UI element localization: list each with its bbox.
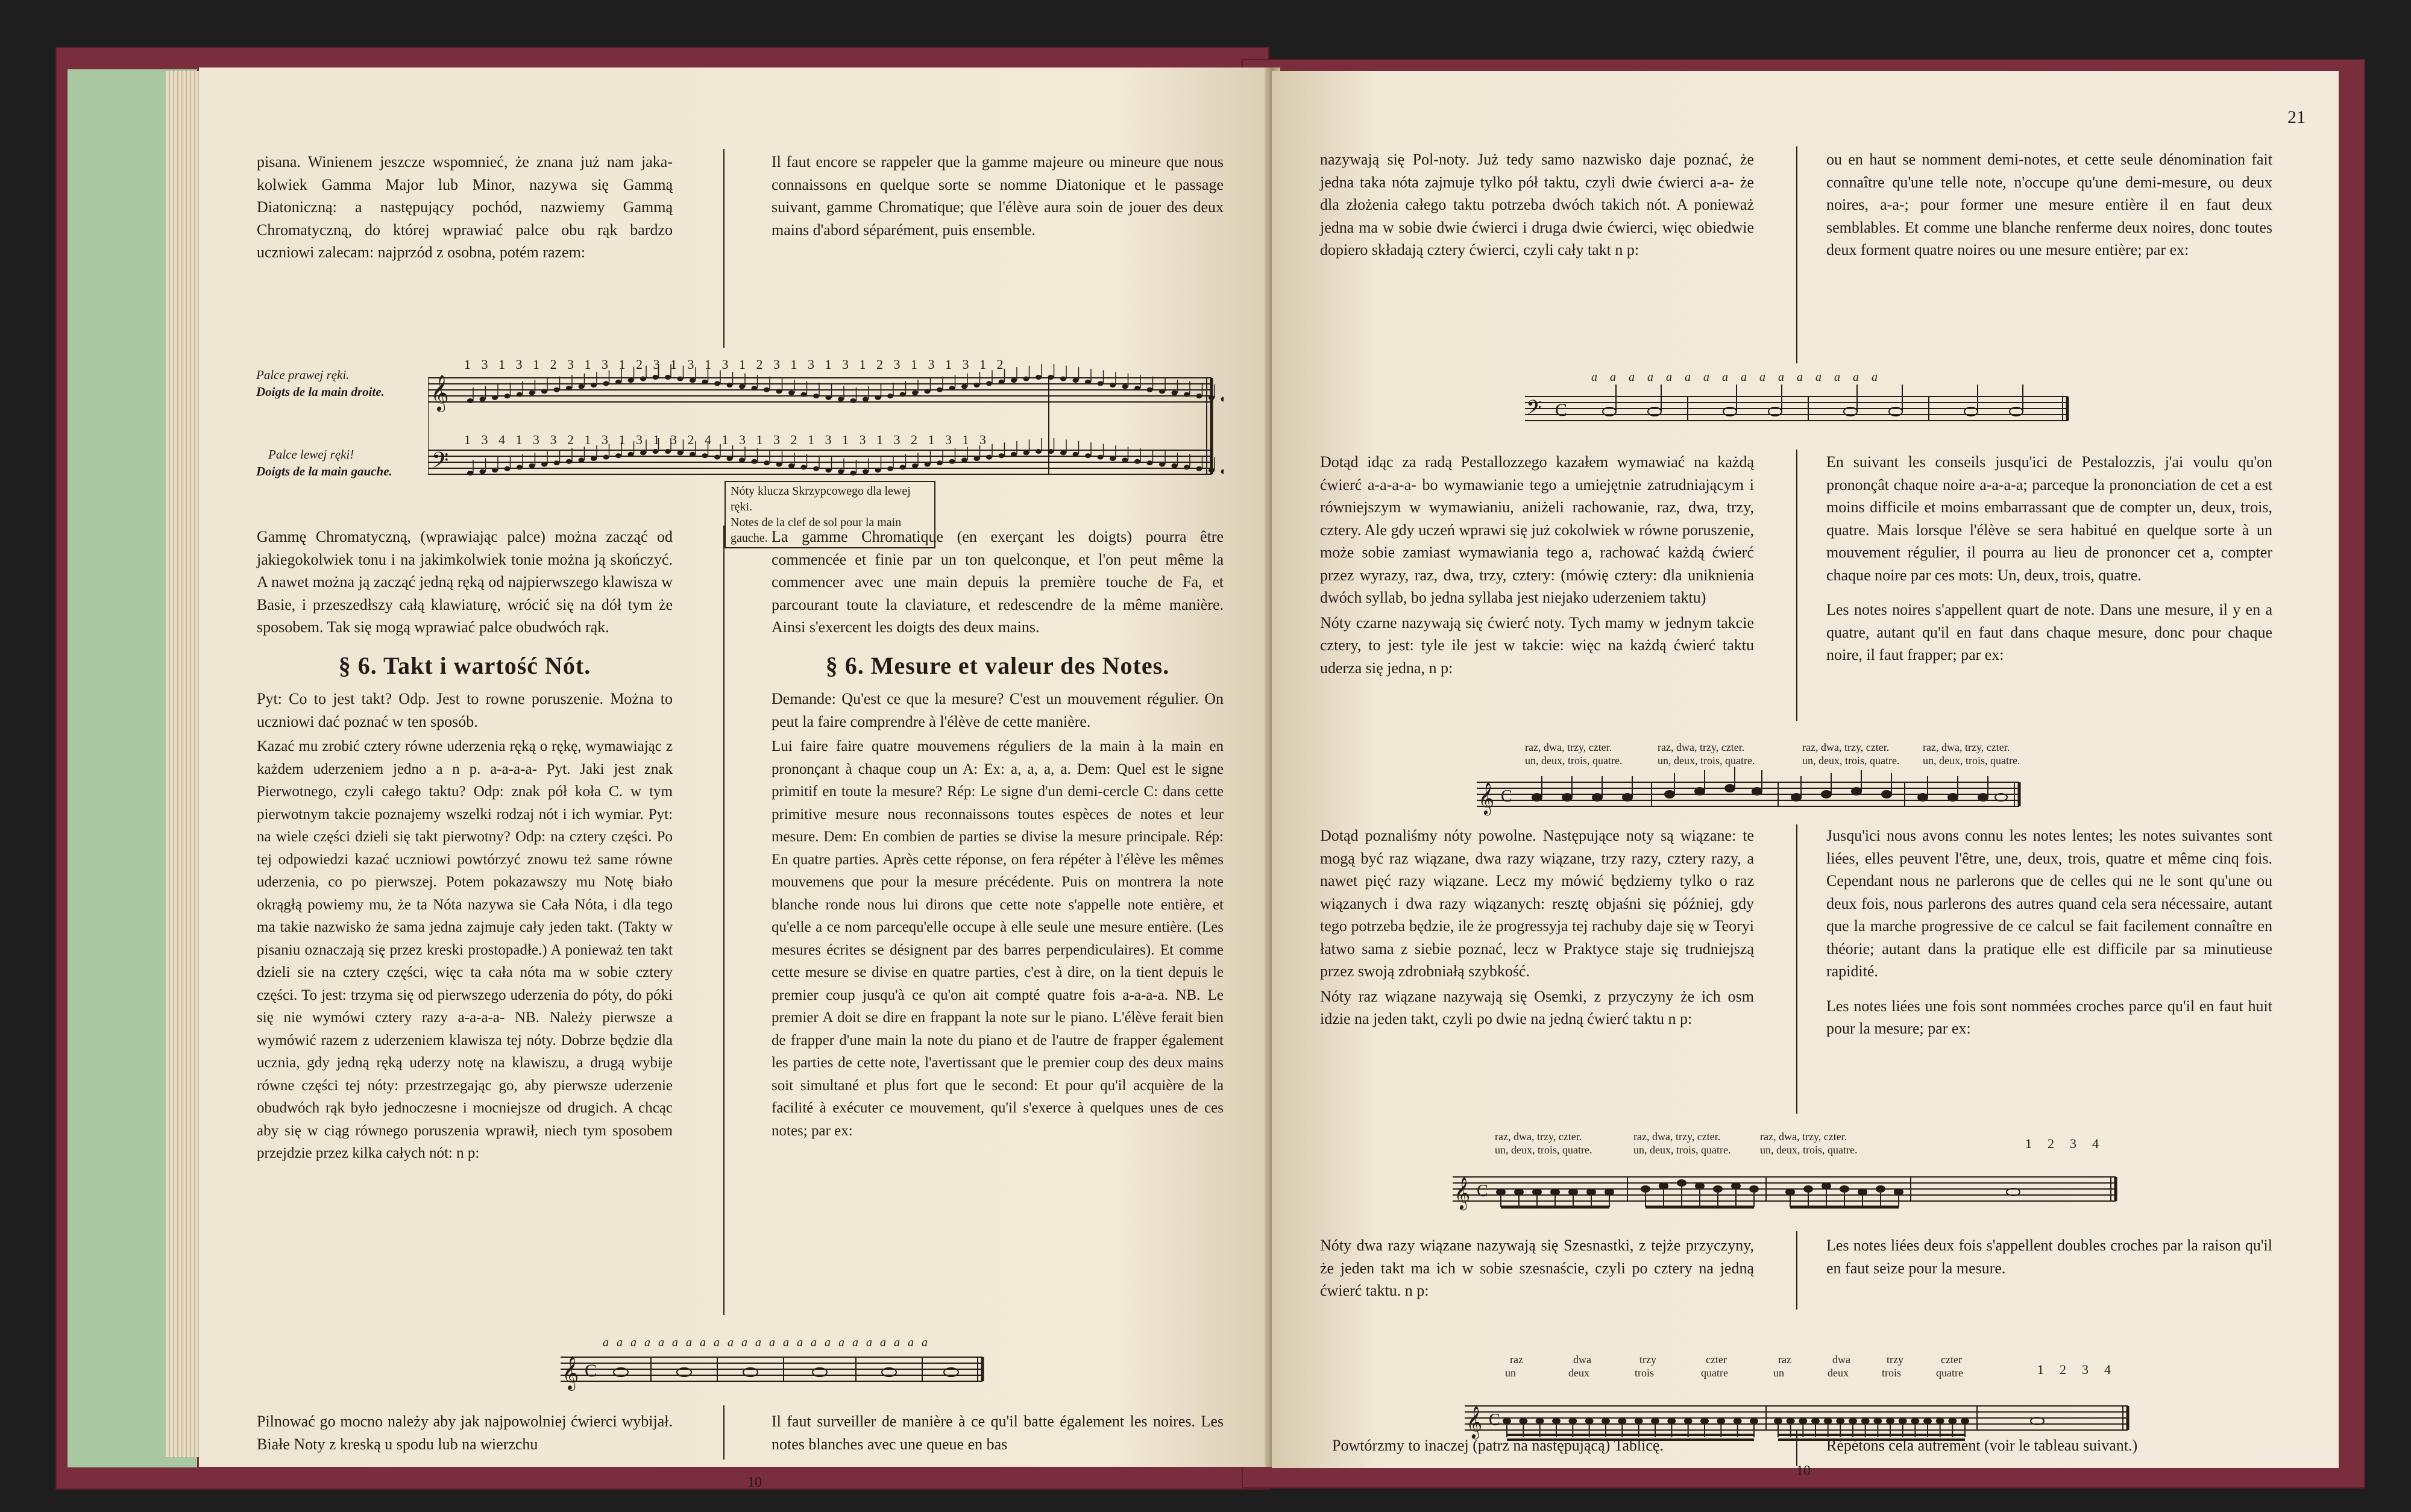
paragraph: Kazać mu zrobić cztery równe uderzenia ręką o rękę, wymawiając z każdem uderzeniem jedno a n p. a-a-a-a- Pyt. Jaki jest znak Pierwotnego, czyli całego taktu? Odp: znak pół koła C. w tym pierwotnym takcie poznajemy wszelki rodzaj nót i ich wymiar. Pyt: na wiele części dzieli się takt pierwotny? Odp: na cztery części. Po tej odpowiedzi kazać uczniowi powtórzyć znowu też same równe uderzenia, co po pierwszej. Potem pokazawszy mu Notę biało okrągłą powiemy mu, że ta Nóta nazywa sie Cała Nóta, i dla tego ma takie nazwisko że sama jedna zajmuje cały jeden takt. (Takty w pisaniu oznaczają się przez kreski prostopadłe.) A ponieważ ten takt dzieli sie na cztery części, więc ta cała nóta ma w sobie cztery części. To jest: trzyma się od pierwszego uderzenia do póty, do póki się nie wymówi cztery razy a-a-a-a- NB. Należy pierwsze a wymówić razem z uderzeniem klawisza tej nóty. Dobrze będzie dla ucznia, gdy jedną ręką uderzy notę na klawiszu, a drugą wybije równe części tej nóty: przestrzegając go, aby pierwsze uderzenie obudwóch rąk było jednoczesne i mocniejsze od drugich. A chcąc aby się w ciąg równego poruszenia wprawił, niech tym sposobem przejdzie przez kilka całych nót: n p: bbox=[257, 738, 673, 1161]
note-head bbox=[1048, 449, 1054, 454]
note-head bbox=[603, 455, 609, 460]
beat-number: 4 bbox=[2092, 1136, 2114, 1151]
count-label-fr: trois bbox=[1635, 1367, 1655, 1379]
note-head bbox=[615, 380, 621, 384]
beat-number: 2 bbox=[2060, 1362, 2082, 1377]
note-head bbox=[949, 386, 955, 391]
note-head bbox=[1134, 386, 1140, 391]
note-head bbox=[1060, 450, 1066, 455]
note-head bbox=[640, 450, 646, 455]
note-head bbox=[628, 378, 634, 383]
right-pl-bottom bbox=[1332, 1434, 1766, 1460]
right-pl-2 bbox=[1320, 451, 1754, 682]
note-head bbox=[937, 460, 943, 465]
left-fr-chromatic bbox=[772, 525, 1224, 1144]
note-head bbox=[1172, 391, 1178, 395]
count-label: raz, dwa, trzy, czter. bbox=[1658, 741, 1745, 753]
note-head bbox=[1184, 465, 1190, 469]
svg-text:C: C bbox=[1555, 400, 1568, 420]
svg-text:C: C bbox=[585, 1361, 597, 1381]
left-hand-label-pl: Palce lewej ręki! bbox=[268, 447, 354, 462]
note-head bbox=[702, 453, 708, 458]
note-head bbox=[591, 383, 597, 387]
note-head bbox=[826, 468, 832, 472]
note-head bbox=[1023, 450, 1029, 455]
svg-text:𝄞: 𝄞 bbox=[1454, 1176, 1471, 1209]
note-head bbox=[949, 459, 955, 464]
left-pl-intro bbox=[257, 151, 673, 266]
count-label: raz, dwa, trzy, czter. bbox=[1802, 741, 1890, 753]
note-head bbox=[1209, 395, 1215, 400]
note-head bbox=[541, 462, 547, 467]
note-head bbox=[1172, 463, 1178, 468]
paragraph: Nóty czarne nazywają się ćwierć noty. Tych mamy w jednym takcie cztery, to jest: tyle ile jest w takcie: więc na każdą ćwierć taktu uderza się jedna, n p: bbox=[1320, 613, 1754, 677]
count-label: czter bbox=[1706, 1354, 1727, 1366]
note-head bbox=[714, 455, 720, 460]
note-head bbox=[615, 453, 621, 458]
note-head bbox=[1085, 380, 1091, 384]
paragraph: nazywają się Pol-noty. Już tedy samo nazwisko daje poznać, że jedna taka nóta zajmuje tylko pół taktu, czyli dwie ćwierci a-a- że dla złożenia całego taktu potrzeba dwóch takich nót. A ponieważ jedna ma w sobie dwie ćwierci i druga dwie ćwierci, więc obiedwie dopiero składają cztery ćwierci, czyli cały takt n p: bbox=[1320, 151, 1754, 259]
svg-text:𝄞: 𝄞 bbox=[1466, 1405, 1483, 1438]
note-head bbox=[1060, 377, 1066, 381]
note-head bbox=[665, 449, 671, 454]
note-head bbox=[505, 466, 511, 471]
svg-text:𝄞: 𝄞 bbox=[430, 375, 449, 411]
note-head bbox=[826, 395, 832, 400]
section-heading-pl: § 6. Takt i wartość Nót. bbox=[338, 651, 591, 679]
note-head bbox=[480, 469, 486, 474]
count-label: raz, dwa, trzy, czter. bbox=[1495, 1131, 1582, 1143]
right-pl-4 bbox=[1320, 1234, 1754, 1305]
note-head bbox=[1209, 468, 1215, 472]
note-head bbox=[925, 389, 931, 394]
note-head bbox=[1048, 375, 1054, 380]
note-head bbox=[1196, 394, 1202, 398]
count-label: raz bbox=[1778, 1354, 1791, 1366]
count-label-fr: un, deux, trois, quatre. bbox=[1923, 754, 2020, 767]
svg-text:C: C bbox=[1489, 1411, 1500, 1429]
note-head bbox=[1098, 455, 1104, 460]
note-head bbox=[591, 456, 597, 461]
svg-text:1 3 1 3 1 2 3 1 3 1 2 3 1 3 1: 1 3 1 3 1 2 3 1 3 1 2 3 1 3 1 3 1 2 3 1 3 1 3 1 2 3 1 3 1 3 1 2 bbox=[464, 357, 1007, 372]
note-head bbox=[677, 377, 684, 381]
count-label-fr: un, deux, trois, quatre. bbox=[1802, 754, 1900, 767]
paragraph: Les notes liées une fois sont nommées croches parce qu'il en faut huit pour la mesure; par ex: bbox=[1826, 997, 2272, 1037]
note-head bbox=[628, 452, 634, 457]
note-head bbox=[492, 468, 498, 472]
column-divider bbox=[723, 149, 725, 348]
note-box-pl: Nóty klucza Skrzypcowego dla lewej ręki. bbox=[731, 485, 911, 513]
note-head bbox=[1159, 462, 1165, 467]
note-head bbox=[999, 453, 1005, 458]
note-head bbox=[850, 398, 857, 403]
paragraph: Lui faire faire quatre mouvemens réguliers de la main à la main en prononçant à chaque coup un A: Ex: a, a, a, a. Dem: Quel est le signe primitif en toute la mesure? Rép: Le signe d'un demi-cercle C: dans cette primitive mesure nous reconnaissons toutes espèces de notes et leur mesure. Dem: En combien de parties se divise la mesure principale. Rép: En quatre parties. Après cette réponse, on fera répéter à l'élève les mêmes mouvemens que pour la mesure précédente. Puis on montrera la note blanche ronde nous lui dirons que cette note s'appelle note entière, et qu'elle a ce nom parcequ'elle occupe à elle seule une mesure entière. (Les mesures écrites se désignent par des barres perpendiculaires). Et comme cette mesure se divise en quatre parties, c'est à dire, on la tient depuis le premier coup jusqu'à ce qu'on ait compté quatre fois a-a-a-a. NB. Le premier A doit se dire en frappant la note sur le piano. L'élève ferait bien de frapper d'une main la note du piano et de l'autre de frapper également les parties de cette note, l'avertissant que le premier coup des deux mains soit simultané et plus fort que le second: Et pour qu'il acquière de la facilité à exécuter ce mouvement, qu'il s'exerce à quelques unes de ces notes; par ex: bbox=[772, 738, 1224, 1139]
left-page bbox=[199, 67, 1278, 1490]
count-label-fr: un, deux, trois, quatre. bbox=[1658, 754, 1755, 767]
note-box-fr: Notes de la clef de sol pour la main gauche. bbox=[731, 516, 902, 545]
note-head bbox=[788, 391, 794, 395]
count-label-fr: un bbox=[1505, 1367, 1516, 1379]
note-head bbox=[690, 378, 696, 383]
chromatic-scale-staves bbox=[428, 348, 1224, 492]
note-head bbox=[517, 392, 523, 397]
note-head bbox=[912, 463, 918, 468]
note-head bbox=[974, 383, 980, 387]
note-head bbox=[714, 381, 720, 386]
count-label: czter bbox=[1941, 1354, 1962, 1366]
column-divider bbox=[1796, 1231, 1797, 1310]
note-head bbox=[579, 457, 585, 462]
note-head bbox=[1134, 459, 1140, 464]
beat-number: 3 bbox=[2082, 1362, 2104, 1377]
right-fr-2 bbox=[1826, 451, 2272, 669]
whole-notes-staff bbox=[561, 1333, 995, 1399]
svg-text:𝄢: 𝄢 bbox=[1526, 397, 1542, 424]
right-hand-label-fr: Doigts de la main droite. bbox=[256, 384, 385, 399]
note-head bbox=[1221, 397, 1224, 401]
note-head bbox=[690, 452, 696, 457]
note-head bbox=[999, 380, 1005, 384]
left-pl-bottom bbox=[257, 1410, 673, 1458]
paragraph: En suivant les conseils jusqu'ici de Pestalozzis, j'ai voulu qu'on prononçât chaque noire a-a-a-a; parceque la prononciation de cet a est moins difficile et moins embarrassant que de compter un, deux, trois, quatre. Mais lorsque l'élève se sera habitué en quelque sorte à un mouvement régulier, il pourra au lieu de prononcer cet a, compter chaque noire par ces mots: Un, deux, trois, quatre. bbox=[1826, 453, 2272, 584]
paragraph: La gamme Chromatique (en exerçant les doigts) pourra être commencée et finie par un ton quelconque, et l'on peut même la commencer avec une main depuis la première touche de Fa, et parcourant toute la claviature, et redescendre de la même manière. Ainsi s'exercent les doigts des deux mains. bbox=[772, 528, 1224, 636]
note-head bbox=[900, 392, 906, 397]
note-head bbox=[727, 383, 733, 387]
note-head bbox=[764, 460, 770, 465]
count-label-fr: un, deux, trois, quatre. bbox=[1495, 1144, 1592, 1156]
note-head bbox=[1023, 377, 1029, 381]
note-head bbox=[776, 462, 782, 467]
count-label: trzy bbox=[1639, 1354, 1656, 1366]
beat-numbers bbox=[2037, 1364, 2127, 1376]
beat-number: 1 bbox=[2025, 1136, 2048, 1151]
right-fr-3 bbox=[1826, 824, 2272, 1043]
note-head bbox=[653, 449, 659, 454]
svg-text:C: C bbox=[1477, 1182, 1488, 1200]
count-label: raz, dwa, trzy, czter. bbox=[1633, 1131, 1721, 1143]
note-head bbox=[801, 465, 807, 469]
note-head bbox=[492, 395, 498, 400]
note-head bbox=[776, 389, 782, 394]
count-label: trzy bbox=[1887, 1354, 1903, 1366]
note-head bbox=[752, 459, 758, 464]
note-head bbox=[838, 397, 844, 401]
paragraph: Nóty dwa razy wiązane nazywają się Szesnastki, z tejże przyczyny, że jeden takt ma ich w sobie szesnaście, czyli po cztery na jedną ćwierć taktu. n p: bbox=[1320, 1237, 1754, 1299]
count-label-fr: quatre bbox=[1936, 1367, 1963, 1379]
right-fr-1 bbox=[1826, 148, 2272, 264]
paragraph: Il faut surveiller de manière à ce qu'il batte également les noires. Les notes blanches avec une queue en bas bbox=[772, 1413, 1224, 1453]
beat-number: 4 bbox=[2104, 1362, 2127, 1377]
paragraph: Gammę Chromatyczną, (wprawiając palce) można zacząć od jakiegokolwiek tonu i na jakimkolwiek tonie można ją skończyć. A nawet można ją zacząć jedną ręką od najpierwszego klawisza w Basie, i przeszedłszy całą klawiaturę, wrócić się na dół tym że sposobem. Tak się mogą wprawiać palce obudwóch rąk. bbox=[257, 528, 673, 636]
note-head bbox=[788, 463, 794, 468]
note-head bbox=[1036, 375, 1042, 380]
right-pl-3 bbox=[1320, 824, 1754, 1033]
beat-numbers bbox=[2025, 1138, 2114, 1150]
note-head bbox=[887, 466, 893, 471]
svg-text:C: C bbox=[1501, 787, 1512, 806]
half-notes-staff bbox=[1525, 372, 2079, 439]
count-label-fr: un, deux, trois, quatre. bbox=[1525, 754, 1623, 767]
left-pl-chromatic bbox=[257, 525, 673, 1167]
note-head bbox=[554, 460, 560, 465]
note-head bbox=[702, 380, 708, 384]
note-head bbox=[467, 471, 473, 475]
note-head bbox=[764, 387, 770, 392]
paragraph: Powtórzmy to inaczej (patrz na następującą) Tablicę. bbox=[1332, 1437, 1664, 1454]
note-head bbox=[1073, 452, 1079, 457]
beat-number: 3 bbox=[2070, 1136, 2092, 1151]
column-divider bbox=[1796, 824, 1797, 1114]
paragraph: Répétons cela autrement (voir le tableau suivant.) bbox=[1826, 1437, 2138, 1454]
count-label-fr: trois bbox=[1882, 1367, 1902, 1379]
note-head bbox=[752, 386, 758, 391]
note-head bbox=[1147, 387, 1153, 392]
note-head bbox=[887, 394, 893, 398]
page-number-right: 21 bbox=[2287, 107, 2306, 127]
count-label: raz, dwa, trzy, czter. bbox=[1923, 741, 2010, 753]
right-pl-1 bbox=[1320, 148, 1754, 264]
note-head bbox=[517, 465, 523, 469]
page-number-left: 10 bbox=[747, 1475, 762, 1490]
note-head bbox=[653, 375, 659, 380]
note-head bbox=[974, 456, 980, 461]
paragraph: Les notes liées deux fois s'appellent doubles croches par la raison qu'il en faut seize pour la mesure. bbox=[1826, 1237, 2272, 1277]
count-label: dwa bbox=[1832, 1354, 1850, 1366]
note-head bbox=[1221, 469, 1224, 474]
column-divider bbox=[1796, 450, 1797, 721]
paragraph: Nóty raz wiązane nazywają się Osemki, z przyczyny że ich osm idzie na jeden takt, czyli po dwie na jedną ćwierć taktu n p: bbox=[1320, 987, 1754, 1027]
note-head bbox=[912, 391, 918, 395]
note-head bbox=[961, 384, 967, 389]
paragraph: Demande: Qu'est ce que la mesure? C'est un mouvement régulier. On peut la faire comprendre à l'élève de cette manière. bbox=[772, 690, 1224, 730]
note-head bbox=[937, 387, 943, 392]
note-head bbox=[566, 459, 572, 464]
note-head bbox=[1036, 449, 1042, 454]
note-head bbox=[739, 384, 745, 389]
svg-text:𝄞: 𝄞 bbox=[1478, 782, 1495, 814]
note-head bbox=[813, 394, 819, 398]
eighth-notes-staff bbox=[1453, 1159, 2128, 1213]
count-label-fr: un, deux, trois, quatre. bbox=[1633, 1144, 1731, 1156]
note-head bbox=[813, 466, 819, 471]
note-head bbox=[875, 395, 881, 400]
count-label-fr: deux bbox=[1828, 1367, 1849, 1379]
svg-text:𝄢: 𝄢 bbox=[432, 448, 449, 478]
note-head bbox=[579, 384, 585, 389]
note-head bbox=[1011, 378, 1017, 383]
count-label: dwa bbox=[1573, 1354, 1591, 1366]
count-label-fr: un, deux, trois, quatre. bbox=[1760, 1144, 1858, 1156]
paragraph: pisana. Winienem jeszcze wspomnieć, że znana już nam jaka-kolwiek Gamma Major lub Minor, nazywa się Gammą Diatoniczną: a następujący pochód, nazwiemy Gammą Chromatyczną, do której wprawiać palce obu rąk bardzo uczniowi zalecam: najprzód z osobna, potém razem: bbox=[257, 153, 673, 261]
note-head bbox=[640, 377, 646, 381]
note-head bbox=[1085, 453, 1091, 458]
note-head bbox=[1159, 389, 1165, 394]
note-head bbox=[480, 397, 486, 401]
note-head bbox=[925, 462, 931, 467]
svg-text:𝄞: 𝄞 bbox=[562, 1356, 579, 1390]
column-divider bbox=[723, 525, 725, 1315]
note-head bbox=[1110, 456, 1116, 461]
note-head bbox=[875, 468, 881, 472]
paragraph: Il faut encore se rappeler que la gamme majeure ou mineure que nous connaissons en quelque sorte se nomme Diatonique et le passage suivant, gamme Chromatique; que l'élève aura soin de jouer des deux mains d'abord séparément, puis ensemble. bbox=[772, 153, 1224, 239]
beat-number: 2 bbox=[2048, 1136, 2070, 1151]
note-head bbox=[900, 465, 906, 469]
page-footer-number: 10 bbox=[1796, 1463, 1811, 1479]
paragraph: Jusqu'ici nous avons connu les notes lentes; les notes suivantes sont liées, elles peuvent l'être, une, deux, trois, quatre et même cinq fois. Cependant nous ne parlerons que de celles qui ne le sont qu'une ou deux fois, nous parlerons des autres quand cela sera nécessaire, autant que la marche progressive de ce calcul se fait facilement connaître en théorie; autant dans la pratique elle est difficile par sa minutieuse rapidité. bbox=[1826, 827, 2272, 980]
left-fr-bottom bbox=[772, 1410, 1224, 1458]
count-label-fr: quatre bbox=[1701, 1367, 1728, 1379]
column-divider bbox=[1796, 1430, 1797, 1466]
right-fr-bottom bbox=[1826, 1434, 2272, 1460]
note-head bbox=[1196, 466, 1202, 471]
note-head bbox=[1122, 457, 1128, 462]
note-head bbox=[863, 469, 869, 474]
note-head bbox=[541, 389, 547, 394]
right-hand-label-pl: Palce prawej ręki. bbox=[256, 368, 350, 382]
left-fr-intro bbox=[772, 151, 1224, 243]
note-head bbox=[1073, 378, 1079, 383]
count-label: raz bbox=[1510, 1354, 1523, 1366]
note-head bbox=[801, 392, 807, 397]
note-head bbox=[1110, 383, 1116, 387]
note-head bbox=[838, 469, 844, 474]
note-head bbox=[1011, 452, 1017, 457]
column-divider bbox=[723, 1405, 725, 1460]
svg-text:1 3 4 1 3 3 2 1 3 1 3 1 3 2 4: 1 3 4 1 3 3 2 1 3 1 3 1 3 2 4 1 3 1 3 2 1 3 1 3 1 3 2 1 3 1 3 bbox=[464, 432, 990, 447]
paragraph: ou en haut se nomment demi-notes, et cette seule dénomination fait connaître qu'une telle note, n'occupe qu'une demi-mesure, ou deux noires, a-a-; pour former une mesure entière il en faut deux semblables. Et comme une blanche renferme deux noires, donc toutes deux forment quatre noires ou une mesure entière; par ex: bbox=[1826, 151, 2272, 259]
paragraph: Pyt: Co to jest takt? Odp. Jest to rowne poruszenie. Można to uczniowi dać poznać w ten sposób. bbox=[257, 690, 673, 730]
right-page bbox=[1272, 71, 2339, 1479]
count-label-fr: un bbox=[1773, 1367, 1784, 1379]
note-head bbox=[986, 455, 992, 460]
note-head bbox=[529, 391, 535, 395]
note-head bbox=[1184, 392, 1190, 397]
note-head bbox=[467, 398, 473, 403]
note-head bbox=[863, 397, 869, 401]
note-head bbox=[961, 457, 967, 462]
paragraph: Dotąd idąc za radą Pestallozzego kazałem wymawiać na każdą ćwierć a-a-a-a- bo wymawianie tego a umiejętnie zatrudniającym i równiejszym w wymawianiu, aniżeli rachowanie, raz, dwa, trzy, cztery. Ale gdy uczeń wprawi się już cokolwiek w równe poruszenie, może sobie zamiast wymawiania tego a, rachować każdą ćwierć przez wyrazy, raz, dwa, trzy, cztery: (mówię cztery: dla uniknienia dwóch syllab, bo jedna syllaba jest niejako uderzeniem taktu) bbox=[1320, 453, 1754, 606]
section-heading-fr: § 6. Mesure et valeur des Notes. bbox=[825, 651, 1170, 679]
column-divider bbox=[1796, 146, 1797, 363]
note-head bbox=[566, 386, 572, 391]
svg-text:a a a a a a a a a a a: a a a a a a a a a a a a a a a a bbox=[1591, 372, 1882, 384]
paragraph: Dotąd poznaliśmy nóty powolne. Następujące noty są wiązane: te mogą być raz wiązane, dwa razy wiązane, trzy razy, cztery razy, a nawet pięć razy wiązane. Lecz my mówić będziemy tylko o raz wiązanych i dwa razy wiązanych: resztę objaśni się później, gdy tego potrzeba będzie, ile że progressyja tej rachuby daje się w Teoryi łatwo sama z siebie poznać, lecz w Praktyce staje się trudniejszą przez swoją zdrobniałą szybkość. bbox=[1320, 827, 1754, 980]
left-hand-label-fr: Doigts de la main gauche. bbox=[256, 464, 392, 478]
note-head bbox=[603, 381, 609, 386]
note-head bbox=[665, 375, 671, 380]
count-label-fr: deux bbox=[1568, 1367, 1589, 1379]
beat-number: 1 bbox=[2037, 1362, 2060, 1377]
paragraph: Les notes noires s'appellent quart de note. Dans une mesure, il y en a quatre, autant qu'il en faut dans chaque mesure, donc pour chaque noire, il faut frapper; par ex: bbox=[1826, 601, 2272, 663]
note-head bbox=[727, 456, 733, 461]
count-label: raz, dwa, trzy, czter. bbox=[1760, 1131, 1847, 1143]
note-head bbox=[850, 471, 857, 475]
note-head bbox=[986, 381, 992, 386]
note-head bbox=[554, 387, 560, 392]
paragraph: Pilnować go mocno należy aby jak najpowolniej ćwierci wybijał. Białe Noty z kreską u spodu lub na wierzchu bbox=[257, 1413, 673, 1453]
note-head bbox=[739, 457, 745, 462]
count-label: raz, dwa, trzy, czter. bbox=[1525, 741, 1612, 753]
right-fr-4 bbox=[1826, 1234, 2272, 1282]
note-head bbox=[1147, 460, 1153, 465]
svg-text:a a a a a a a a a a a a: a a a a a a a a a a a a a a a a a a a a a a a a bbox=[603, 1336, 930, 1349]
note-head bbox=[677, 450, 684, 455]
note-head bbox=[1122, 384, 1128, 389]
note-head bbox=[529, 463, 535, 468]
note-head bbox=[1098, 381, 1104, 386]
note-head bbox=[505, 394, 511, 398]
quarter-notes-staff bbox=[1477, 764, 2031, 818]
